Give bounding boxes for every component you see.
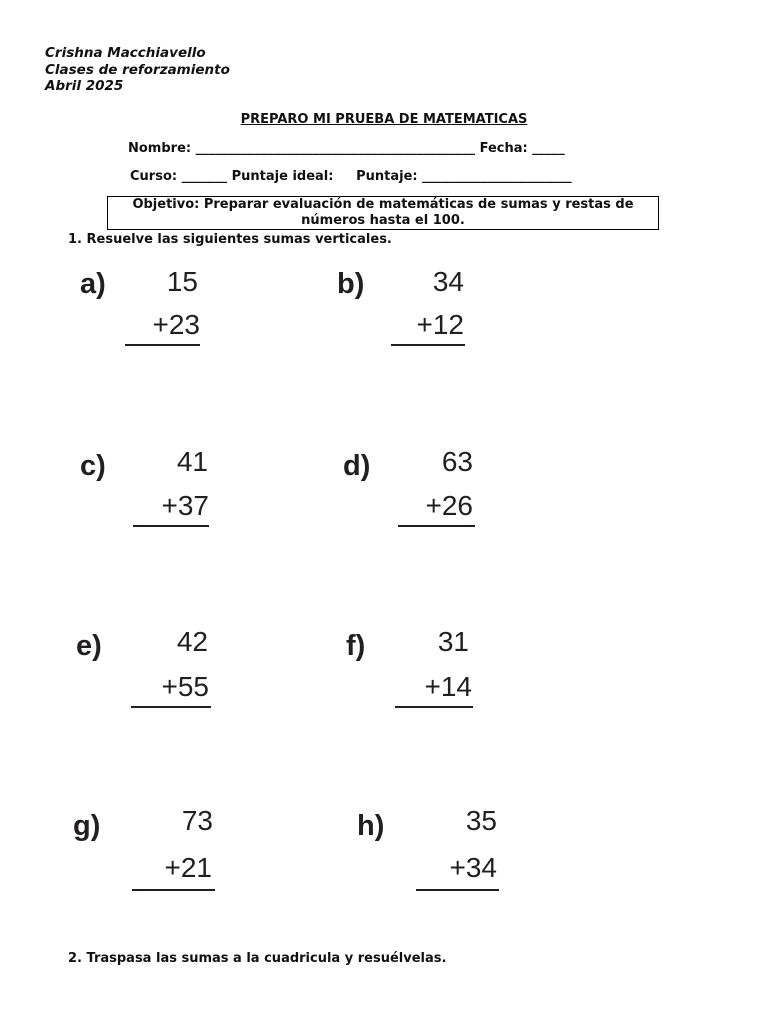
exercise-top-number: 73 (181, 805, 213, 836)
exercise-label: a) (80, 268, 106, 300)
sum-line (391, 344, 465, 346)
exercise-top-number: 42 (176, 626, 208, 657)
exercise-top-number: 35 (465, 805, 497, 836)
exercise-top-number: 41 (176, 446, 208, 477)
course-score-line: Curso: _______ Puntaje ideal: Puntaje: _______________________ (130, 169, 572, 184)
exercise-label: g) (73, 810, 101, 842)
page-title (0, 112, 768, 127)
sum-line (132, 889, 215, 891)
page-title-text: PREPARO MI PRUEBA DE MATEMATICAS (240, 112, 528, 127)
sum-line (131, 706, 211, 708)
objective-line-2: números hasta el 100. (301, 213, 465, 228)
exercise-bottom-number: +26 (425, 490, 473, 521)
exercise-label: b) (337, 268, 365, 300)
exercise-label: c) (80, 450, 106, 482)
exercise-top-number: 63 (441, 446, 473, 477)
name-date-line: Nombre: ___________________________________________ Fecha: _____ (128, 141, 565, 156)
exercise-top-number: 31 (437, 626, 469, 657)
objective-line-1: Objetivo: Preparar evaluación de matemáticas de sumas y restas de (132, 197, 634, 212)
sum-line (133, 525, 209, 527)
author-name: Crishna Macchiavello (45, 45, 206, 61)
exercise-label: f) (346, 630, 366, 662)
sum-line (125, 344, 200, 346)
exercise-label: e) (76, 630, 102, 662)
exercise-label: d) (343, 450, 371, 482)
exercise-bottom-number: +55 (161, 671, 209, 702)
header-block (45, 45, 230, 95)
exercise-bottom-number: +14 (424, 671, 472, 702)
header-date: Abril 2025 (45, 78, 124, 94)
exercise-bottom-number: +37 (161, 490, 209, 521)
exercise-bottom-number: +34 (449, 852, 497, 883)
question-2: 2. Traspasa las sumas a la cuadricula y resuélvelas. (68, 951, 447, 966)
exercise-bottom-number: +12 (416, 309, 464, 340)
exercise-bottom-number: +21 (164, 852, 212, 883)
exercise-top-number: 34 (432, 266, 464, 297)
course-type: Clases de reforzamiento (45, 61, 230, 78)
exercise-bottom-number: +23 (152, 309, 200, 340)
sum-line (395, 706, 473, 708)
sum-line (398, 525, 475, 527)
exercise-top-number: 15 (166, 266, 198, 297)
objective-box (107, 196, 659, 230)
question-1: 1. Resuelve las siguientes sumas verticales. (68, 232, 392, 247)
sum-line (416, 889, 499, 891)
exercise-label: h) (357, 810, 385, 842)
